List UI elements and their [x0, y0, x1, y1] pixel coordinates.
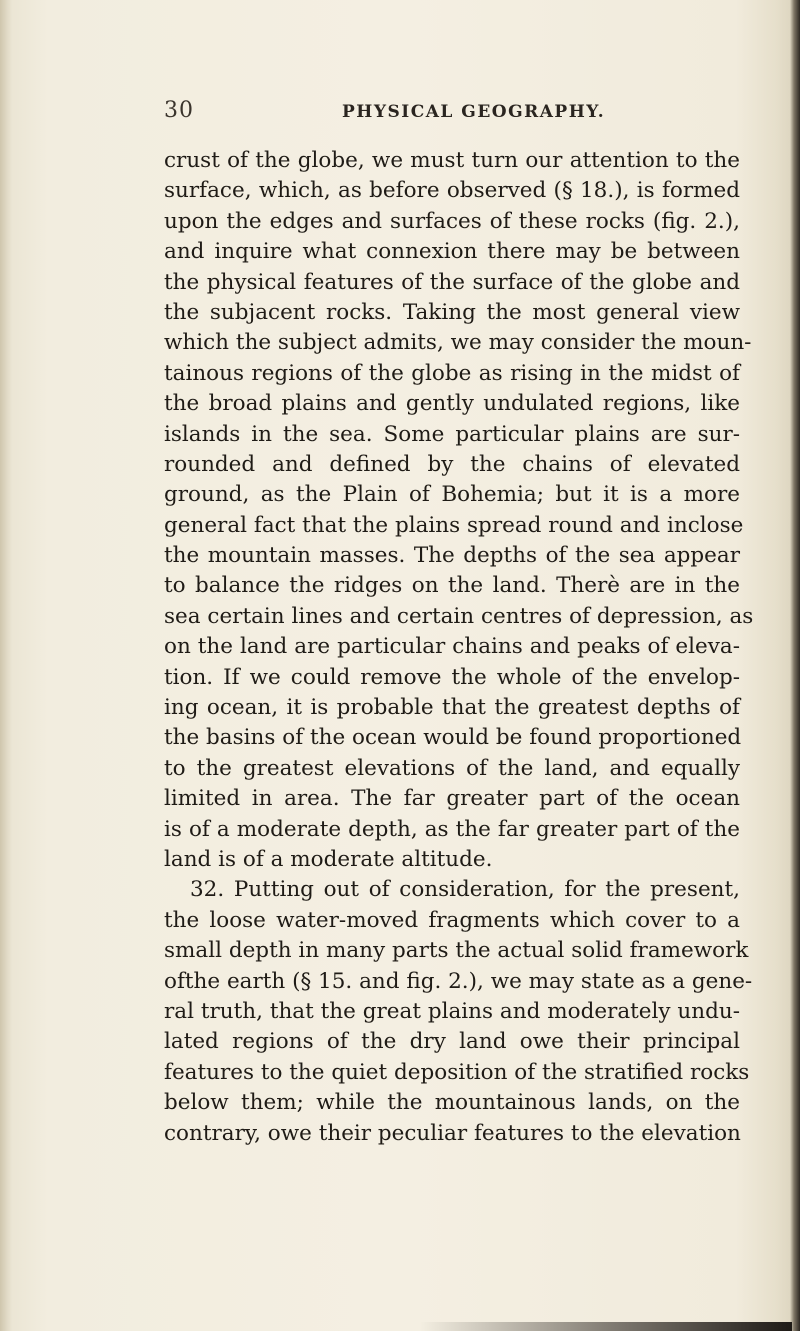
text-line: and inquire what connexion there may be between: [164, 239, 740, 265]
text-line: to balance the ridges on the land. Therè are in the: [164, 573, 740, 599]
text-line: sea certain lines and certain centres of depression, as: [164, 603, 754, 629]
text-line: ing ocean, it is probable that the greatest depths of: [164, 695, 740, 721]
text-line: to the greatest elevations of the land, and equally: [164, 755, 740, 781]
text-line: limited in area. The far greater part of the ocean: [164, 786, 740, 812]
page-bottom-shadow: [420, 1322, 792, 1331]
text-line: the mountain masses. The depths of the sea appear: [164, 543, 740, 569]
text-line: tainous regions of the globe as rising in the midst of: [164, 360, 740, 386]
text-line: ground, as the Plain of Bohemia; but it is a more: [164, 482, 740, 508]
text-line: upon the edges and surfaces of these rocks (fig. 2.),: [164, 208, 740, 234]
text-line: on the land are particular chains and peaks of eleva-: [164, 634, 740, 660]
page-edge-shadow: [790, 0, 800, 1331]
text-line: ofthe earth (§ 15. and fig. 2.), we may state as a gene-: [164, 968, 753, 994]
section-32-start: 32. Putting out of consideration, for the present,: [190, 877, 740, 903]
paragraph-end-line: land is of a moderate altitude.: [164, 846, 493, 872]
text-line: contrary, owe their peculiar features to the elevation: [164, 1120, 741, 1146]
text-line: below them; while the mountainous lands, on the: [164, 1090, 740, 1116]
text-line: the subjacent rocks. Taking the most general view: [164, 299, 740, 325]
text-line: lated regions of the dry land owe their principal: [164, 1029, 740, 1055]
text-line: rounded and defined by the chains of elevated: [164, 451, 740, 477]
text-line: is of a moderate depth, as the far greater part of the: [164, 816, 740, 842]
text-line: general fact that the plains spread round and inclose: [164, 512, 744, 538]
text-line: the loose water-moved fragments which cover to a: [164, 907, 740, 933]
page-number: 30: [164, 98, 194, 123]
text-line: islands in the sea. Some particular plains are sur-: [164, 421, 740, 447]
running-head: PHYSICAL GEOGRAPHY.: [342, 102, 606, 122]
text-line: tion. If we could remove the whole of the envelop-: [164, 664, 740, 690]
text-line: the broad plains and gently undulated regions, like: [164, 391, 740, 417]
text-line: ral truth, that the great plains and moderately undu-: [164, 998, 740, 1024]
page-header: [164, 98, 606, 130]
text-line: the basins of the ocean would be found proportioned: [164, 725, 742, 751]
body-text: [164, 146, 754, 1149]
text-line: features to the quiet deposition of the stratified rocks: [164, 1059, 750, 1085]
text-line: the physical features of the surface of the globe and: [164, 269, 740, 295]
text-line: surface, which, as before observed (§ 18.), is formed: [164, 178, 740, 204]
text-line: which the subject admits, we may consider the moun-: [164, 330, 752, 356]
text-line: crust of the globe, we must turn our attention to the: [164, 148, 740, 173]
text-line: small depth in many parts the actual solid framework: [164, 938, 749, 964]
page-gutter-shadow: [0, 0, 12, 1331]
